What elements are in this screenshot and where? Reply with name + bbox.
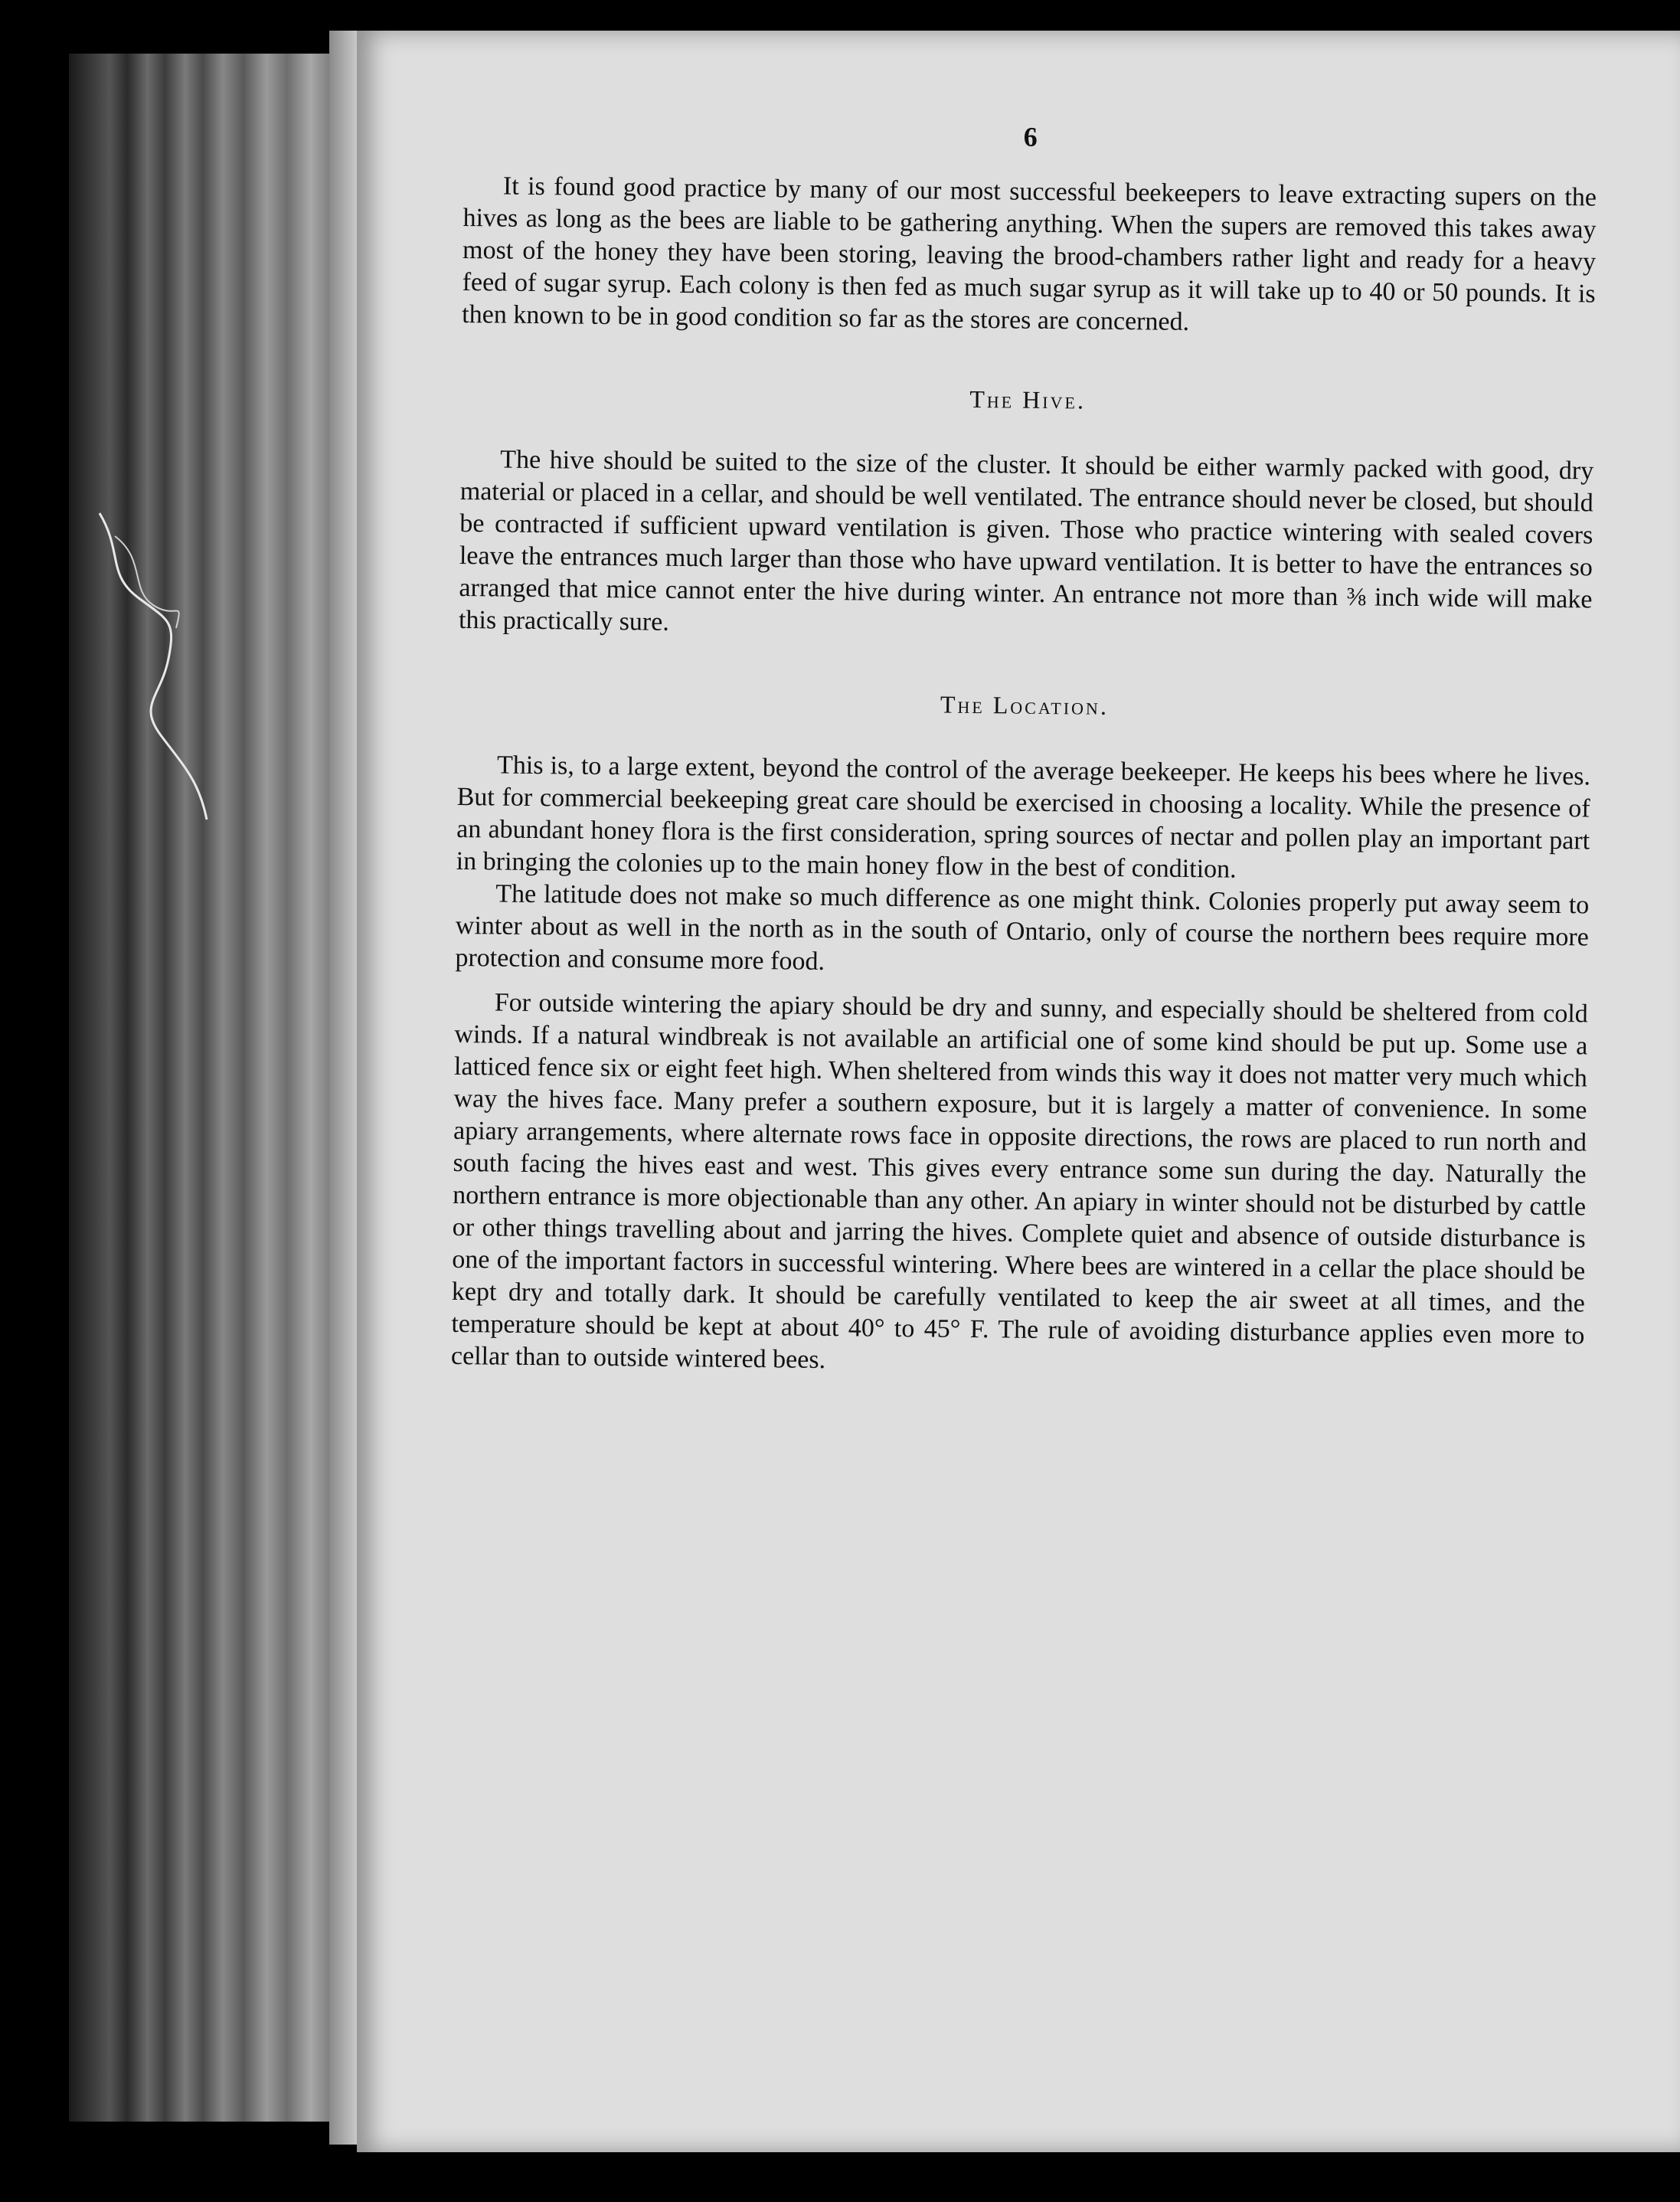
intro-paragraph: It is found good practice by many of our most successful beekeepers to leave extracting supers on the hives as long as the bees are liable to be gathering anything. When the supers are removed this takes away most of the honey they have been storing, leaving the brood-chambers rather light and ready for a heavy feed of sugar syrup. Each colony is then fed as much sugar syrup as it will take up to 40 or 50 pounds. It is then known to be in good condition so far as the stores are concerned. — [462, 172, 1597, 336]
section-heading-hive: The Hive. — [969, 384, 1087, 414]
location-paragraph-2: The latitude does not make so much difference as one might think. Colonies properly put away seem to winter about as well in the north as in the south of Ontario, only of course the northern bees require more protection and consume more food. — [455, 879, 1590, 976]
location-paragraph-3: For outside wintering the apiary should be dry and sunny, and especially should be sheltered from cold winds. If a natural windbreak is not available an artificial one of some kind should be put up. Some use a latticed fence six or eight feet high. When sheltered from winds this way it does not matter very much which way the hives face. Many prefer a southern exposure, but it is largely a matter of convenience. In some apiary arrangements, where alternate rows face in opposite directions, the rows are placed to run north and south facing the hives east and west. This gives every entrance some sun during the day. Naturally the northern entrance is more objectionable than any other. An apiary in winter should not be disturbed by cattle or other things travelling about and jarring the hives. Complete quiet and absence of outside disturbance is one of the important factors in successful wintering. Where bees are wintered in a cellar the place should be kept dry and totally dark. It should be carefully ventilated to keep the air sweet at all times, and the temperature should be kept at about 40° to 45° F. The rule of avoiding disturbance applies even more to cellar than to outside wintered bees. — [450, 988, 1588, 1375]
section-heading-location: The Location. — [940, 690, 1110, 720]
binding-thread — [92, 506, 214, 827]
book-spine — [69, 54, 360, 2122]
page-number: 6 — [1023, 121, 1038, 152]
page-stack-edge — [329, 31, 360, 2145]
page-text-block — [451, 115, 1597, 1384]
hive-paragraph: The hive should be suited to the size of the cluster. It should be either warmly packed with good, dry material or placed in a cellar, and should be well ventilated. The entrance should never be closed, but should be contracted if sufficient upward ventilation is given. Those who practice wintering with sealed covers leave the entrances much larger than those who have upward ventilation. It is better to have the entrances so arranged that mice cannot enter the hive during winter. An entrance not more than ⅜ inch wide will make this practically sure. — [458, 445, 1594, 636]
book-page — [357, 31, 1680, 2152]
location-paragraph-1: This is, to a large extent, beyond the control of the average beekeeper. He keeps his bees where he lives. But for commercial beekeeping great care should be exercised in choosing a locality. While the presence of an abundant honey flora is the first consideration, spring sources of nectar and pollen play an important part in bringing the colonies up to the main honey flow in the best of condition. — [456, 751, 1591, 884]
